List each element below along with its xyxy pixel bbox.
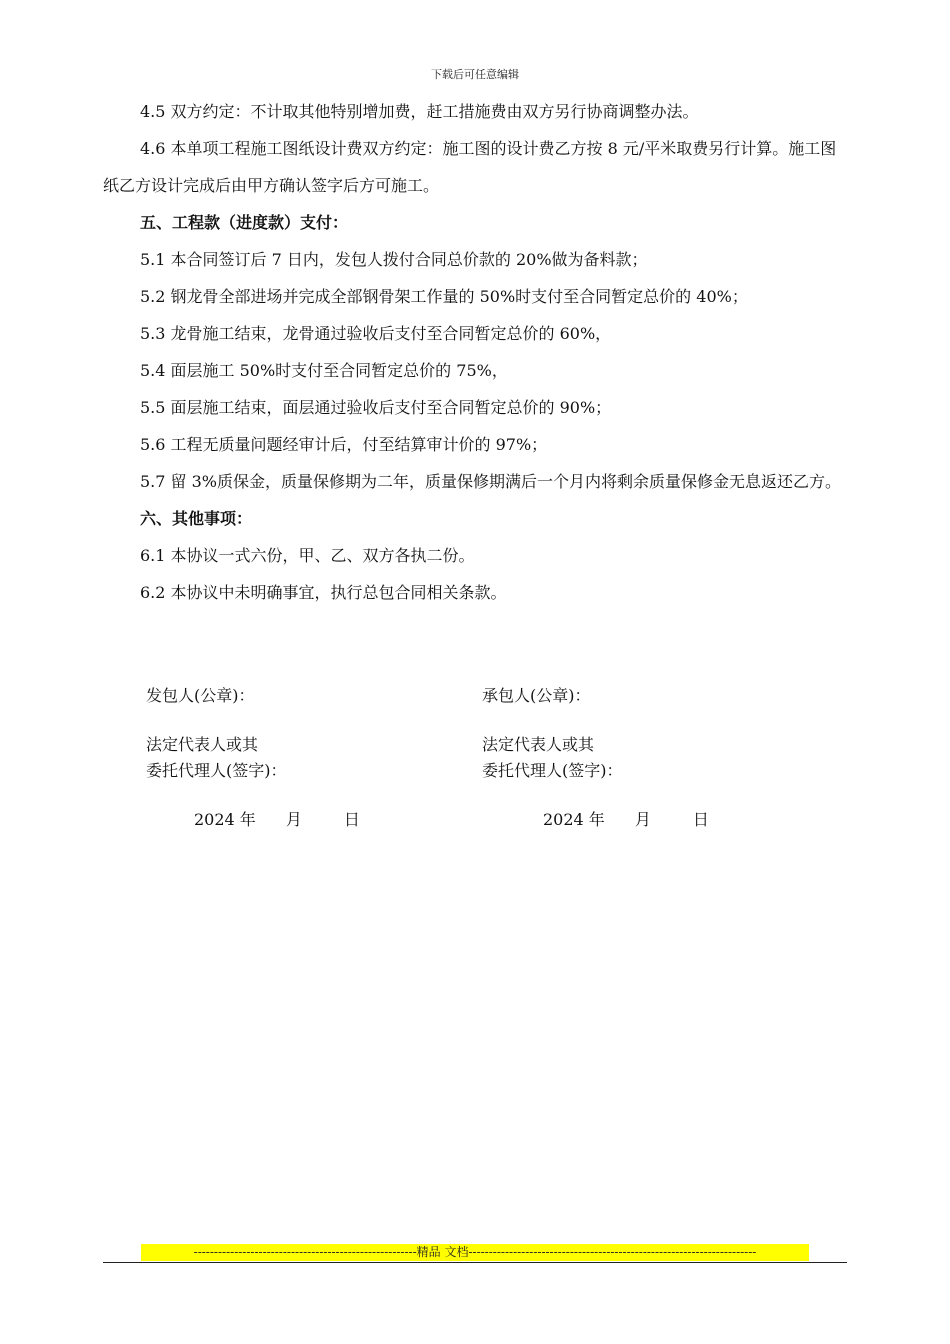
contractor-rep-line2: 委托代理人(签字)：	[482, 761, 623, 780]
footer-highlight-band: -------------------------------------------------------精品 文档-----------------------------------------------------------------------	[141, 1244, 809, 1261]
contractor-date-month: 月	[634, 810, 651, 829]
clause-4-6: 4.6 本单项工程施工图纸设计费双方约定：施工图的设计费乙方按 8 元/平米取费另行计算。施工图纸乙方设计完成后由甲方确认签字后方可施工。	[103, 139, 837, 195]
employer-representative	[146, 732, 287, 784]
employer-date-day: 日	[343, 810, 360, 829]
contractor-seal-label: 承包人(公章)：	[482, 686, 591, 705]
header-note: 下载后可任意编辑	[431, 68, 519, 81]
contractor-date-year: 2024 年	[543, 810, 605, 829]
clause-5-1: 5.1 本合同签订后 7 日内，发包人拨付合同总价款的 20%做为备料款；	[140, 250, 648, 269]
employer-rep-line2: 委托代理人(签字)：	[146, 761, 287, 780]
contractor-rep-line1: 法定代表人或其	[482, 735, 595, 754]
employer-date-year: 2024 年	[194, 810, 256, 829]
clause-4-5: 4.5 双方约定：不计取其他特别增加费，赶工措施费由双方另行协商调整办法。	[140, 102, 699, 121]
document-body	[103, 93, 848, 611]
clause-5-6: 5.6 工程无质量问题经审计后，付至结算审计价的 97%；	[140, 435, 548, 454]
employer-seal-label: 发包人(公章)：	[146, 686, 255, 705]
clause-5-2: 5.2 钢龙骨全部进场并完成全部钢骨架工作量的 50%时支付至合同暂定总价的 40%；	[140, 287, 748, 306]
clause-6-2: 6.2 本协议中未明确事宜，执行总包合同相关条款。	[140, 583, 507, 602]
clause-6-1: 6.1 本协议一式六份，甲、乙、双方各执二份。	[140, 546, 475, 565]
contractor-date-day: 日	[692, 810, 709, 829]
contractor-representative	[482, 732, 623, 784]
employer-rep-line1: 法定代表人或其	[146, 735, 259, 754]
clause-5-5: 5.5 面层施工结束，面层通过验收后支付至合同暂定总价的 90%；	[140, 398, 612, 417]
employer-date	[194, 807, 360, 833]
footer-divider	[103, 1262, 847, 1263]
clause-5-3: 5.3 龙骨施工结束，龙骨通过验收后支付至合同暂定总价的 60%，	[140, 324, 612, 343]
clause-5-7: 5.7 留 3%质保金，质量保修期为二年，质量保修期满后一个月内将剩余质量保修金无息返还乙方。	[140, 472, 842, 491]
section-heading-payment: 五、工程款（进度款）支付：	[140, 213, 349, 232]
section-heading-other: 六、其他事项：	[140, 509, 253, 528]
employer-date-month: 月	[285, 810, 302, 829]
clause-5-4: 5.4 面层施工 50%时支付至合同暂定总价的 75%，	[140, 361, 508, 380]
contractor-date	[543, 807, 709, 833]
